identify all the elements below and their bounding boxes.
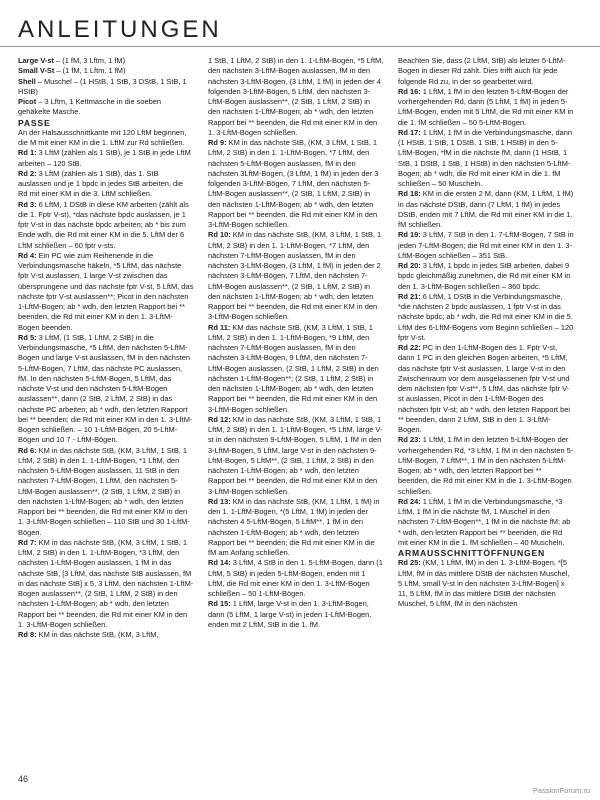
round-8: Rd 8: KM in das nächste StB, (KM, 3 LftM, — [18, 630, 159, 639]
abbr-shell: Shell – Muschel – (1 HStB, 1 StB, 3 DStB, 1 StB, 1 HStB) — [18, 76, 187, 96]
round-25: Rd 25: (KM, 1 LftM, fM) in den 1. 3-LftM-Bogen, *[5 LftM, fM in das mittlere DStB der nächsten Muschel, 5 LftM, small V-st in den nächsten 3-LftM-Bogen] x 11, 5 LftM, fM in das mittlere DStB der nächsten Muschel, 5 LftM, fM in den nächsten — [398, 558, 570, 609]
round-3: Rd 3: 6 LftM, 1 DStB in diese KM arbeiten (zählt als die 1. Fptr V-st), *das nächste bpdc auslassen, je 1 fptr V-st in das nächste bpdc arbeiten; ab * bis zum Ende wdh, die Rd mit einer KM in die 5. LftM der 6 LftM schließen – 60 fptr v-sts. — [18, 199, 189, 250]
round-13: Rd 13: KM in das nächste StB, (KM, 1 LftM, 1 fM) in den 1. 1-LftM-Bogen, *(5 LftM, 1 fM) in jeden der nächsten 4 5-LftM-Bögen, 5 LftM**, 1 fM in den nächsten 1-LftM-Bogen; ab * wdh, den letzten Rapport bei ** beenden; die Rd mit einer KM in die fM am Anfang schließen. — [208, 496, 380, 557]
round-24: Rd 24: 1 LftM, 1 fM in die Verbindungsmasche, *3 LftM, 1 fM in die nächste fM, 1 Muschel in den nächsten 7-LftM-Bogen**, 1 fM in die nächste fM; ab * wdh, den letzten Rapport bei ** beenden, die Rd mit einer KM in die 1. fM schließen – 40 Muscheln. — [398, 496, 571, 547]
page-title: ANLEITUNGEN — [18, 16, 222, 43]
round-10: Rd 10: KM in das nächste StB, (KM, 3 LftM, 1 StB, 1 LftM, 2 StB) in den 1. 1-LftM-Bogen, *7 LftM, den nächsten 7-LftM-Bogen auslassen, fM in den nächsten 3-LftM-Bogen, (3 LftM, 1 fM) in jeden der 2 nächsten 3-LftM-Bögen, 7 LftM, den nächsten 7-LftM-Bogen auslassen**, (2 StB, 1 LftM, 2 StB) in den nächsten 1-LftM-Bogen; ab * wdh, den letzten Rapport bei ** beenden, die Rd mit einer KM in den 3-LftM-Bogen schließen. — [208, 230, 382, 322]
title-divider — [0, 46, 600, 47]
round-22: Rd 22: PC in den 1-LftM-Bogen des 1. Fptr V-st, dann 1 PC in den gleichen Bogen arbeiten, *5 LftM, das nächste fptr V-st auslassen, 1 large V-st in den Zwischenraum vor dem ausgelassenen fptr V-st und dem nächsten fptr V-st**, 5 LftM, das nächste fptr V-st auslassen, Picot in den 1-LftM-Bogen des nächsten fptr V-st; ab * wdh, den letzten Rapport bei ** beenden, dann 2 LftM, StB in den 1. 3-LftM-Bogen. — [398, 343, 570, 434]
round-18: Rd 18: KM in die ersten 2 M, dann (KM, 1 LftM, 1 fM) in das nächste DStB, dann (7 LftM, 1 fM) in jedes DStB, enden mit 7 LftM, die Rd mit einer KM in die 1. fM schließen. — [398, 189, 574, 229]
round-7: Rd 7: KM in das nächste StB, (KM, 3 LftM, 1 StB, 1 LftM, 2 StB) in den 1. 1-LftM-Bogen, *3 LftM, den nächsten 1-LftM-Bogen auslassen, 1 fM in das nächste StB, [3 LftM, das nächste StB auslassen, fM in das nächste StB] x 5, 3 LftM, den nächsten 1-LftM-Bogen auslassen**, (2 StB, 1 LftM, 2 StB) in den nächsten 1-LftM-Bogen; ab * wdh, den letzten Rapport bei ** beenden, die Rd mit einer KM in den 1. 3-LftM-Bogen schließen. — [18, 537, 194, 629]
round-21: Rd 21: 6 LftM, 1 DStB in die Verbindungsmasche, *die nächsten 2 bpdc auslassen, 1 fptr V-st in das nächste bpdc; ab * wdh, die Rd mit einer KM in die 5. LftM des 6-LftM-Bogens vom Beginn schließen – 120 fptr V-st. — [398, 291, 574, 342]
text-column-3 — [398, 56, 574, 780]
round-12: Rd 12: KM in das nächste StB, (KM, 3 LftM, 1 StB, 1 LftM, 2 StB) in den 1. 1-LftM-Bogen, *5 LftM, large V-st in den nächsten 9-LftM-Bogen, 5 LftM, 1 fM in den 3-LftM-Bogen, 5 LftM, large V-st in den nächsten 9-LftM-Bogen, 5 LftM**, (2 StB, 1 LftM, 2 StB) in den nächsten 1-LftM-Bogen; ab * wdh, den letzten Rapport bei ** beenden, die Rd mit einer KM in den 3-LftM-Bogen schließen. — [208, 414, 383, 496]
round-16: Rd 16: 1 LftM, 1 fM in den letzten 5-LftM-Bogen der vorhergehenden Rd, dann (5 LftM, 1 fM) in jeden 5-LftM-Bogen, enden mit 5 LftM, die Rd mit einer KM in die 1. fM schließen – 50 5-LftM-Bögen. — [398, 86, 574, 127]
round-20: Rd 20: 3 LftM, 1 bpdc in jedes StB arbeiten, dabei 9 bpdc gleichmäßig zunehmen, die Rd mit einer KM in den 1. 3-LftM-Bogen schließen – 360 bpdc. — [398, 261, 571, 291]
round-14: Rd 14: 3 LftM, 4 StB in den 1. 5-LftM-Bogen, dann (1 LftM, 5 StB) in jeden 5-LftM-Bogen, enden mit 1 LftM, die Rd mit einer KM in den 1. 3-LftM-Bogen schließen – 50 1-LftM-Bögen. — [208, 558, 383, 598]
section-heading-armhole: ARMAUSSCHNITTÖFFNUNGEN — [398, 548, 545, 558]
abbr-picot: Picot – 3 Lftm, 1 Kettmasche in die soeben gehäkelte Masche. — [18, 97, 162, 117]
text-column-1 — [18, 56, 194, 780]
intro-paragraph: An der Halsausschnittkante mit 120 LftM beginnen, die M mit einer KM in die 1. LftM zur Rd schließen. — [18, 127, 187, 147]
round-9: Rd 9: KM in das nächste StB, (KM, 3 LftM, 1 StB, 1 LftM, 2 StB) in den 1. 1-LftM-Bogen, *7 LftM, den nächsten 5-LftM-Bogen auslassen, fM in den nächsten 3LftM-Bogen, (3 LftM, 1 fM) in jeden der 3 folgenden 3-LftM-Bögen, 7 LftM, den nächsten 5-LftM-Bogen auslassen**, (2 StB, 1 LftM, 2 StB) in den nächsten 1-LftM-Bogen; ab * wdh, den letzten Rapport bei ** beenden, die Rd mit einer KM in den 3-LftM-Bogen schließen. — [208, 138, 379, 229]
round-17: Rd 17: 1 LftM, 1 fM in die Verbindungsmasche, dann (1 HStB, 1 StB, 1 DStB, 1 StB, 1 HStB) in den 5-LftM-Bogen, *fM in die nächste fM, dann (1 HStB, 1 StB, 1 DStB, 1 StB, 1 HStB) in den nächsten 5-LftM-Bogen; ab * wdh, die Rd mit einer KM in die 1. fM schließen – 50 Muscheln. — [398, 127, 573, 188]
round-11: Rd 11: KM das nächste StB, (KM, 3 LftM, 1 StB, 1 LftM, 2 StB) in den 1. 1-LftM-Bogen, *9 LftM, den nächsten 7-LftM-Bogen auslassen, fM in den nächsten 3-LftM-Bogen, 9 LftM, den nächsten 7-LftM-Bogen auslassen, (2 StB, 1 LftM, 2 StB) in den nächsten 1-LftM-Bogen**; (2 StB, 1 LftM, 2 StB) in den nächsten 1-LftM-Bogen; ab * wdh, den letzten Rapport bei ** beenden, die Rd mit einer KM in den 3-LftM-Bogen schließen. — [208, 322, 379, 414]
page-number: 46 — [18, 774, 29, 784]
continued-paragraph: 1 StB, 1 LftM, 2 StB) in den 1. 1-LftM-Bogen, *5 LftM, den nächsten 3-LftM-Bogen auslassen, fM in den nächsten 3-LftM-Bogen, (3 LftM, 1 fM) in jeden der 4 folgenden 3-LftM-Bögen, 5 LftM, den nächsten 3-LftM-Bogen auslassen**, (2 StB, 1 LftM, 2 StB) in den nächsten 1-LftM-Bogen; ab * wdh, den letzten Rapport bei ** beenden, die Rd mit einer KM in den 1. 3-LftM-Bogen schließen. — [208, 56, 384, 137]
round-15: Rd 15: 1 LftM, large V-st in den 1. 3-LftM-Bogen, dann (5 LftM, 1 large V-st) in jeden 1-LftM-Bogen, enden mit 2 LftM, StB in die 1. fM. — [208, 599, 372, 629]
abbr-large-v-st: Large V-st – (1 fM, 3 Lftm, 1 fM) — [18, 56, 126, 65]
text-column-2 — [208, 56, 384, 780]
round-6: Rd 6: KM in das nächste StB, (KM, 3 LftM, 1 StB, 1 LftM, 2 StB) in den 1. 1-LftM-Bogen, *1 LftM, den nächsten 5-LftM-Bogen auslassen, 11 StB in den nächsten 7-LftM-Bogen, 1 LftM, den nächsten 5-LftM-Bogen auslassen**, (2 StB, 1 LftM, 2 StB) in den nächsten 1-LftM-Bogen; ab * wdh, den letzten Rapport bei ** beenden, die Rd mit einer KM in den 1. 3-LftM-Bogen schließen – 110 StB und 30 1-LftM-Bögen. — [18, 445, 190, 537]
round-4: Rd 4: Ein PC wie zum Reihenende in die Verbindungsmasche häkeln, *5 LftM, das nächste fptr V-st auslassen, 1 large V-st zwischen das übersprungene und das nächste fptr V-st, 5 LftM, das nächste fptr V-st auslassen**; Picot in den nächsten 1-LftM-Bogen; ab * wdh, den letzten Rapport bei ** beenden, die Rd mit einer KM in den 1. 3-LftM-Bogen beenden. — [18, 250, 194, 332]
continued-paragraph: Beachten Sie, dass (2 LftM, StB) als letzter 5-LftM-Bogen in dieser Rd zählt. Dies trifft auch für jede folgende Rd zu, in der so gearbeitet wird. — [398, 56, 566, 86]
round-23: Rd 23: 1 LftM, 1 fM in den letzten 5-LftM-Bogen der vorhergehenden Rd, *3 LftM, 1 fM in den nächsten 5-LftM-Bogen, 7 LftM**, 1 fM in den nächsten 5-LftM-Bogen; ab * wdh, den letzten Rapport bei ** beenden, die Rd mit einer KM in die 1. 3-LftM-Bogen schließen. — [398, 435, 574, 496]
abbr-small-v-st: Small V-St – (1 fM, 1 Lftm, 1 fM) — [18, 66, 126, 76]
round-1: Rd 1: 3 LftM (zählen als 1 StB), je 1 StB in jede LftM arbeiten – 120 StB. — [18, 148, 191, 168]
round-19: Rd 19: 3 LftM, 7 StB in den 1. 7-LftM-Bogen, 7 StB in jeden 7-LftM-Bogen; die Rd mit einer KM in den 1. 3-LftM-Bogen schließen – 351 StB. — [398, 230, 574, 260]
round-5: Rd 5: 3 LftM, (1 StB, 1 LftM, 2 StB) in die Verbindungsmasche, *5 LftM, den nächsten 5-LftM-Bogen und large V-st auslassen, fM in den nächsten 5-LftM-Bogen, 7 LftM, das nächste PC auslassen, fM. In den nächsten 5-LftM-Bogen, 5 LftM, das nächste V-st und den nächsten 5-LftM-Bogen auslassen**, dann (2 StB, 2 LftM, 2 StB) in das nächste PC arbeiten; ab * wdh, den letzten Rapport bei ** beenden; die Rd mit einer KM in den 1. 3-LftM-Bogen schließen. – 10 1-LftM-Bögen, 20 5-LftM-Bögen und 10 7 - LftM-Bögen. — [18, 332, 193, 445]
round-2: Rd 2: 3 LftM (zählen als 1 StB), das 1. StB auslassen und je 1 bpdc in jedes StB arbeiten, die Rd mit einer KM in die 3. LftM schließen. — [18, 168, 183, 199]
site-watermark: PassionForum.ru — [532, 786, 590, 795]
section-heading-passe: PASSE — [18, 117, 51, 128]
